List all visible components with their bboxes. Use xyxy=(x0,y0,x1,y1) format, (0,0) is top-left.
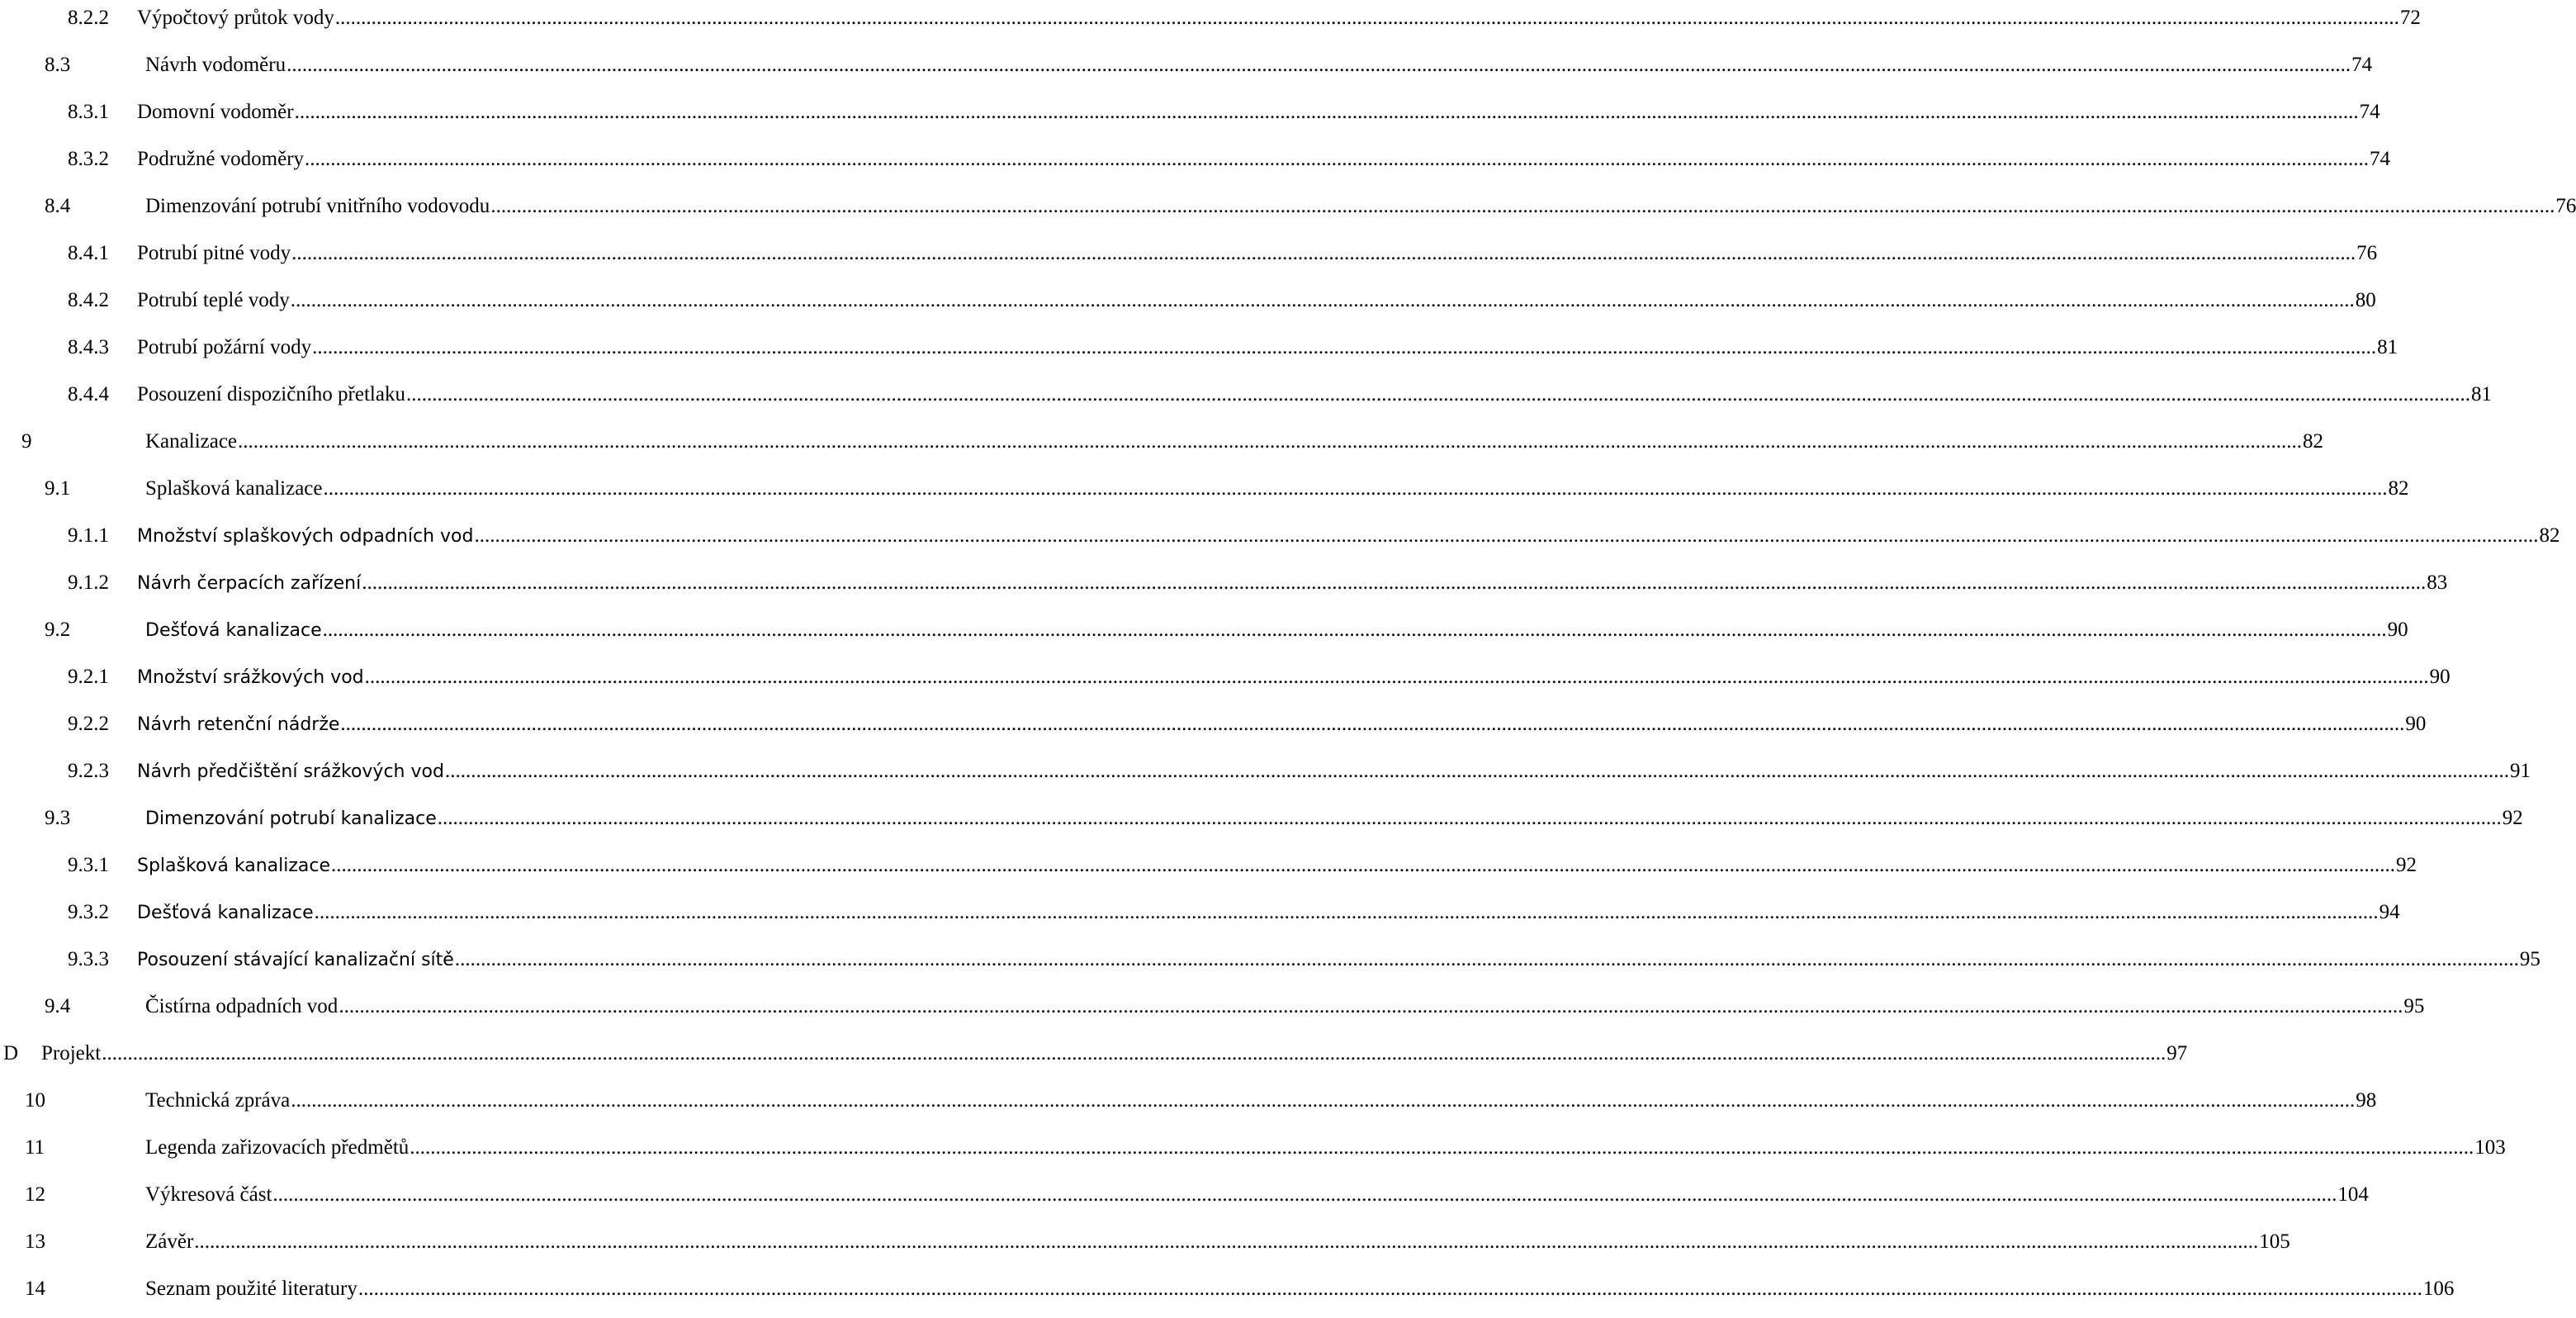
toc-entry[interactable] xyxy=(3,1036,2188,1072)
toc-leader-dots: ................................................................................................................................................................................................................................................................................................................................................................................................................ xyxy=(362,571,2427,594)
toc-leader-dots: ................................................................................................................................................................................................................................................................................................................................................................................................................ xyxy=(314,901,2379,923)
toc-entry-number: 9.3.2 xyxy=(68,901,109,923)
toc-entry-page: 74 xyxy=(2370,148,2391,170)
toc-entry[interactable] xyxy=(68,330,2398,366)
toc-leader-dots: ................................................................................................................................................................................................................................................................................................................................................................................................................ xyxy=(291,242,2356,264)
toc-entry-page: 92 xyxy=(2502,807,2523,829)
toc-leader-dots: ................................................................................................................................................................................................................................................................................................................................................................................................................ xyxy=(323,477,2388,500)
toc-entry-number: 8.3.2 xyxy=(68,148,109,170)
toc-entry-number: 8.4.1 xyxy=(68,242,109,264)
toc-entry-number: 8.2.2 xyxy=(68,7,109,29)
toc-entry-title: Návrh retenční nádrže xyxy=(137,714,340,735)
toc-entry[interactable] xyxy=(68,706,2427,742)
toc-leader-dots: ................................................................................................................................................................................................................................................................................................................................................................................................................ xyxy=(238,430,2303,453)
toc-entry-title: Dešťová kanalizace xyxy=(145,620,322,641)
toc-entry-title: Množství srážkových vod xyxy=(137,667,364,688)
toc-entry-page: 98 xyxy=(2356,1089,2377,1112)
toc-entry-page: 90 xyxy=(2405,713,2427,735)
toc-entry-title: Potrubí teplé vody xyxy=(137,289,290,311)
toc-entry-number: 9.1.1 xyxy=(68,524,109,547)
toc-entry[interactable] xyxy=(45,988,2425,1025)
toc-leader-dots: ................................................................................................................................................................................................................................................................................................................................................................................................................ xyxy=(291,1089,2356,1112)
toc-entry[interactable] xyxy=(68,235,2378,272)
toc-entry[interactable] xyxy=(25,1130,2506,1166)
toc-entry-title: Splašková kanalizace xyxy=(137,856,331,876)
toc-entry-page: 76 xyxy=(2356,242,2378,264)
toc-entry-page: 74 xyxy=(2359,101,2380,123)
toc-entry[interactable] xyxy=(68,565,2448,601)
toc-leader-dots: ................................................................................................................................................................................................................................................................................................................................................................................................................ xyxy=(322,619,2387,641)
toc-entry-number: 8.3.1 xyxy=(68,101,109,123)
toc-leader-dots: ................................................................................................................................................................................................................................................................................................................................................................................................................ xyxy=(334,7,2399,29)
toc-entry-number: 9.1 xyxy=(45,477,71,500)
toc-entry-title: Množství splaškových odpadních vod xyxy=(137,526,474,547)
toc-entry-number: D xyxy=(3,1042,19,1064)
toc-entry-page: 106 xyxy=(2422,1278,2455,1300)
toc-leader-dots: ................................................................................................................................................................................................................................................................................................................................................................................................................ xyxy=(405,383,2470,405)
toc-leader-dots: ................................................................................................................................................................................................................................................................................................................................................................................................................ xyxy=(331,854,2396,876)
toc-entry-title: Dimenzování potrubí vnitřního vodovodu xyxy=(145,195,490,217)
toc-entry-title: Legenda zařizovacích předmětů xyxy=(145,1136,410,1159)
toc-leader-dots: ................................................................................................................................................................................................................................................................................................................................................................................................................ xyxy=(290,289,2355,311)
toc-entry-page: 81 xyxy=(2377,336,2398,358)
toc-entry[interactable] xyxy=(68,141,2391,178)
toc-entry-title: Výpočtový průtok vody xyxy=(137,7,334,29)
toc-entry[interactable] xyxy=(68,847,2417,884)
toc-entry-page: 90 xyxy=(2429,666,2451,688)
toc-leader-dots: ................................................................................................................................................................................................................................................................................................................................................................................................................ xyxy=(305,148,2370,170)
toc-entry-number: 11 xyxy=(25,1136,45,1159)
toc-entry-page: 83 xyxy=(2427,571,2448,594)
toc-entry-page: 74 xyxy=(2351,54,2373,76)
toc-entry-page: 81 xyxy=(2470,383,2492,405)
toc-leader-dots: ................................................................................................................................................................................................................................................................................................................................................................................................................ xyxy=(444,760,2509,782)
toc-entry-number: 14 xyxy=(25,1278,45,1300)
toc-entry-title: Posouzení stávající kanalizační sítě xyxy=(137,950,454,970)
toc-entry-number: 9.4 xyxy=(45,995,71,1017)
toc-leader-dots: ................................................................................................................................................................................................................................................................................................................................................................................................................ xyxy=(490,195,2555,217)
toc-leader-dots: ................................................................................................................................................................................................................................................................................................................................................................................................................ xyxy=(364,666,2429,688)
toc-entry-page: 91 xyxy=(2509,760,2531,782)
toc-leader-dots: ................................................................................................................................................................................................................................................................................................................................................................................................................ xyxy=(454,948,2519,970)
toc-entry-number: 8.4.3 xyxy=(68,336,109,358)
toc-leader-dots: ................................................................................................................................................................................................................................................................................................................................................................................................................ xyxy=(474,524,2539,547)
toc-entry[interactable] xyxy=(45,800,2523,837)
toc-entry[interactable] xyxy=(68,659,2451,695)
toc-entry-page: 105 xyxy=(2259,1230,2290,1253)
toc-entry-title: Dešťová kanalizace xyxy=(137,903,314,923)
toc-entry[interactable] xyxy=(21,424,2324,460)
toc-entry-number: 9 xyxy=(21,430,32,453)
toc-leader-dots: ................................................................................................................................................................................................................................................................................................................................................................................................................ xyxy=(286,54,2351,76)
toc-entry-page: 90 xyxy=(2387,619,2408,641)
toc-entry-page: 97 xyxy=(2166,1042,2188,1064)
toc-leader-dots: ................................................................................................................................................................................................................................................................................................................................................................................................................ xyxy=(272,1183,2337,1206)
toc-entry-title: Seznam použité literatury xyxy=(145,1278,358,1300)
toc-entry-number: 8.4.2 xyxy=(68,289,109,311)
toc-leader-dots: ................................................................................................................................................................................................................................................................................................................................................................................................................ xyxy=(102,1042,2166,1064)
toc-entry-number: 13 xyxy=(25,1230,45,1253)
toc-entry-page: 82 xyxy=(2388,477,2409,500)
toc-entry-number: 8.3 xyxy=(45,54,71,76)
toc-entry-page: 82 xyxy=(2539,524,2560,547)
toc-entry-number: 9.2.1 xyxy=(68,666,109,688)
toc-entry-page: 76 xyxy=(2555,195,2576,217)
toc-entry-number: 9.1.2 xyxy=(68,571,109,594)
toc-entry-title: Výkresová část xyxy=(145,1183,272,1206)
toc-entry[interactable] xyxy=(25,1224,2290,1260)
toc-entry-title: Splašková kanalizace xyxy=(145,477,323,500)
toc-entry-title: Posouzení dispozičního přetlaku xyxy=(137,383,405,405)
toc-leader-dots: ................................................................................................................................................................................................................................................................................................................................................................................................................ xyxy=(358,1278,2422,1300)
toc-entry-title: Projekt xyxy=(41,1042,102,1064)
toc-entry-number: 9.3.3 xyxy=(68,948,109,970)
toc-entry-page: 95 xyxy=(2403,995,2425,1017)
toc-entry[interactable] xyxy=(68,894,2400,931)
toc-leader-dots: ................................................................................................................................................................................................................................................................................................................................................................................................................ xyxy=(340,713,2405,735)
toc-entry[interactable] xyxy=(68,0,2421,36)
toc-entry-number: 9.2.3 xyxy=(68,760,109,782)
toc-entry-title: Technická zpráva xyxy=(145,1089,291,1112)
toc-entry-number: 12 xyxy=(25,1183,45,1206)
toc-entry[interactable] xyxy=(68,282,2376,319)
toc-entry-number: 9.2.2 xyxy=(68,713,109,735)
toc-entry[interactable] xyxy=(45,188,2576,225)
toc-entry[interactable] xyxy=(68,94,2380,130)
toc-entry[interactable] xyxy=(25,1271,2455,1307)
toc-entry[interactable] xyxy=(68,941,2540,978)
toc-entry[interactable] xyxy=(25,1083,2377,1119)
toc-leader-dots: ................................................................................................................................................................................................................................................................................................................................................................................................................ xyxy=(294,101,2359,123)
toc-entry-page: 80 xyxy=(2355,289,2376,311)
toc-entry-title: Dimenzování potrubí kanalizace xyxy=(145,808,437,829)
toc-entry[interactable] xyxy=(25,1177,2369,1213)
toc-entry-title: Potrubí pitné vody xyxy=(137,242,291,264)
toc-entry-number: 9.3 xyxy=(45,807,71,829)
toc-leader-dots: ................................................................................................................................................................................................................................................................................................................................................................................................................ xyxy=(339,995,2403,1017)
toc-entry-title: Závěr xyxy=(145,1230,194,1253)
toc-entry-title: Návrh vodoměru xyxy=(145,54,286,76)
toc-entry-page: 95 xyxy=(2519,948,2540,970)
toc-entry-page: 104 xyxy=(2337,1183,2369,1206)
toc-entry[interactable] xyxy=(45,47,2373,83)
toc-entry[interactable] xyxy=(45,612,2408,648)
toc-entry-page: 94 xyxy=(2379,901,2400,923)
toc-leader-dots: ................................................................................................................................................................................................................................................................................................................................................................................................................ xyxy=(194,1230,2259,1253)
toc-entry-title: Návrh předčištění srážkových vod xyxy=(137,761,444,782)
toc-entry-title: Domovní vodoměr xyxy=(137,101,294,123)
toc-leader-dots: ................................................................................................................................................................................................................................................................................................................................................................................................................ xyxy=(312,336,2377,358)
toc-entry-title: Návrh čerpacích zařízení xyxy=(137,573,362,594)
toc-entry-number: 10 xyxy=(25,1089,45,1112)
toc-entry-title: Podružné vodoměry xyxy=(137,148,305,170)
toc-entry-number: 9.3.1 xyxy=(68,854,109,876)
toc-entry[interactable] xyxy=(68,753,2531,789)
toc-entry-title: Čistírna odpadních vod xyxy=(145,995,339,1017)
toc-leader-dots: ................................................................................................................................................................................................................................................................................................................................................................................................................ xyxy=(437,807,2502,829)
toc-entry-number: 8.4 xyxy=(45,195,71,217)
toc-entry[interactable] xyxy=(68,377,2492,413)
toc-entry-page: 82 xyxy=(2303,430,2324,453)
toc-entry[interactable] xyxy=(68,518,2560,554)
toc-entry[interactable] xyxy=(45,471,2409,507)
toc-entry-number: 8.4.4 xyxy=(68,383,109,405)
toc-entry-page: 72 xyxy=(2399,7,2421,29)
toc-entry-title: Kanalizace xyxy=(145,430,238,453)
toc-entry-number: 9.2 xyxy=(45,619,71,641)
toc-entry-page: 92 xyxy=(2396,854,2417,876)
toc-entry-page: 103 xyxy=(2474,1136,2506,1159)
toc-leader-dots: ................................................................................................................................................................................................................................................................................................................................................................................................................ xyxy=(410,1136,2474,1159)
toc-entry-title: Potrubí požární vody xyxy=(137,336,312,358)
